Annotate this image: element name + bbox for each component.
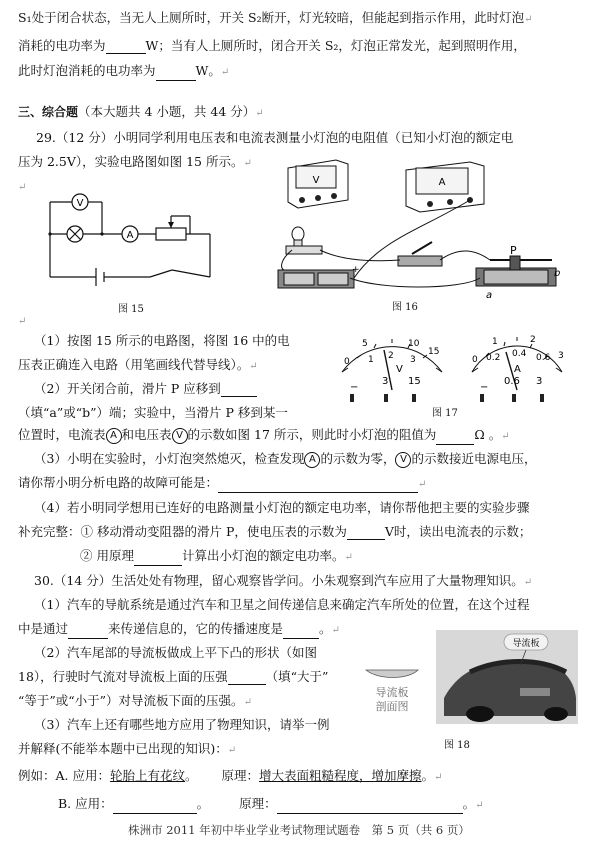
return-mark-2: ↵ [18, 316, 27, 327]
q29-p1a: （1）按图 15 所示的电路图，将图 16 中的电 [34, 333, 290, 348]
q29-p2a: （2）开关闭合前，滑片 P 应移到 [34, 381, 257, 397]
amp-top-2: 2 [530, 335, 536, 345]
volt-bottom-2: 2 [388, 351, 394, 361]
q30-p1a: （1）汽车的导航系统是通过汽车和卫星之间传递信息来确定汽车所处的位置，在这个过程 [34, 597, 530, 612]
amp-bottom-3: 3 [558, 351, 564, 361]
voltmeter-symbol: V [172, 428, 188, 444]
volt-top-10: 10 [408, 339, 420, 349]
q30-example-b: B. 应用： 。 原理： 。↵ [58, 796, 484, 814]
page-footer: 株洲市 2011 年初中毕业学业考试物理试题卷 第 5 页（共 6 页） [128, 823, 470, 837]
wing-label-2: 剖面图 [375, 700, 409, 713]
figure-16-caption: 图 16 [392, 302, 418, 313]
volt-bottom-3: 3 [410, 355, 416, 365]
volt-term-15: 15 [408, 376, 421, 387]
volt-bottom-1: 1 [368, 355, 374, 365]
ammeter-symbol: A [106, 428, 122, 444]
volt-top-5: 5 [362, 339, 368, 349]
q28-line3: 此时灯泡消耗的电功率为 W。↵ [18, 63, 229, 81]
q30-p3a: （3）汽车上还有哪些地方应用了物理知识，请举一例 [34, 717, 330, 732]
figure-18-car [360, 628, 580, 728]
figure-17-meters [322, 328, 584, 416]
amp-bottom-0-2: 0.2 [486, 353, 501, 363]
q29-p4c: ② 用原理 计算出小灯泡的额定电功率。↵ [80, 548, 353, 566]
voltmeter-label: V [76, 198, 84, 209]
rheostat-end-a: a [486, 290, 493, 300]
amp-term-minus: − [480, 382, 489, 393]
amp-bottom-0-4: 0.4 [512, 349, 527, 359]
q30-p3b: 并解释(不能举本题中已出现的知识)：↵ [18, 741, 237, 756]
amp-term-0-6: 0.6 [504, 376, 520, 387]
q29-intro2: 压为 2.5V），实验电路图如图 15 所示。↵ [18, 154, 252, 169]
spoiler-tag: 导流板 [512, 639, 540, 649]
figure-16-apparatus [240, 150, 570, 300]
volt-unit: V [396, 364, 403, 375]
amp-unit: A [514, 364, 521, 375]
svg-text:+: + [352, 265, 360, 275]
figure-17-caption: 图 17 [432, 408, 458, 419]
voltmeter-symbol-2: V [395, 452, 411, 468]
volt-term-minus: − [350, 382, 359, 393]
fig16-ammeter-label: A [438, 177, 446, 188]
q29-p2b: （填“a”或“b”）端；实验中，当滑片 P 移到某一 [18, 405, 288, 420]
amp-term-3: 3 [536, 376, 543, 387]
q30-example-a: 例如：A. 应用：轮胎上有花纹。 原理：增大表面粗糙程度，增加摩擦。↵ [18, 768, 443, 783]
q30-p2c: “等于”或“小于”）对导流板下面的压强。↵ [18, 693, 252, 708]
amp-bottom-0-6: 0.6 [536, 353, 551, 363]
wing-label-1: 导流板 [375, 686, 409, 699]
q30-p1b: 中是通过 来传递信息的，它的传播速度是 。↵ [18, 621, 340, 639]
figure-15-caption: 图 15 [118, 304, 144, 315]
q29-p4b: 补充完整：① 移动滑动变阻器的滑片 P，使电压表的示数为 V时，读出电流表的示数； [18, 524, 532, 539]
figure-18-caption: 图 18 [444, 740, 470, 751]
return-mark: ↵ [18, 182, 27, 193]
volt-bottom-15: 15 [428, 347, 440, 357]
volt-bottom-0: 0 [344, 357, 350, 367]
slider-p-label: P [510, 244, 517, 257]
q29-p3a: （3）小明在实验时，小灯泡突然熄灭，检查发现 A 的示数为零， V 的示数接近电源电压， [34, 451, 537, 466]
amp-bottom-0: 0 [472, 355, 478, 365]
rheostat-end-b: b [554, 268, 561, 279]
ammeter-symbol-2: A [304, 452, 320, 468]
q29-p1b: 压表正确连入电路（用笔画线代替导线）。↵ [18, 357, 258, 372]
q30-intro: 30.（14 分）生活处处有物理，留心观察皆学问。小朱观察到汽车应用了大量物理知识。↵ [34, 573, 533, 588]
section-heading: 三、综合题（本大题共 4 小题，共 44 分）↵ [18, 104, 264, 119]
q29-p2c: 位置时，电流表 A 和电压表 V 的示数如图 17 所示，则此时小灯泡的阻值为 Ω 。↵ [18, 427, 510, 445]
q30-p2a: （2）汽车尾部的导流板做成上平下凸的形状（如图 [34, 645, 317, 660]
q30-p2b: 18），行驶时气流对导流板上面的压强 （填“大于” [18, 669, 329, 684]
amp-top-1: 1 [492, 337, 498, 347]
volt-term-3: 3 [382, 376, 389, 387]
ammeter-label: A [126, 230, 134, 241]
q29-intro1: 29.（12 分）小明同学利用电压表和电流表测量小灯泡的电阻值（已知小灯泡的额定电 [36, 130, 514, 145]
q28-line1: S₁处于闭合状态，当无人上厕所时，开关 S₂断开，灯光较暗，但能起到指示作用，此时灯泡↵ [18, 10, 533, 25]
figure-15-circuit [30, 182, 230, 312]
q29-p4a: （4）若小明同学想用已连好的电路测量小灯泡的额定电功率，请你帮他把主要的实验步骤 [34, 500, 530, 515]
fig16-voltmeter-label: V [312, 175, 320, 186]
q29-p3b: 请你帮小明分析电路的故障可能是： ↵ [18, 475, 426, 493]
q28-line2: 消耗的电功率为 W；当有人上厕所时，闭合开关 S₂，灯泡正常发光，起到照明作用， [18, 38, 526, 53]
